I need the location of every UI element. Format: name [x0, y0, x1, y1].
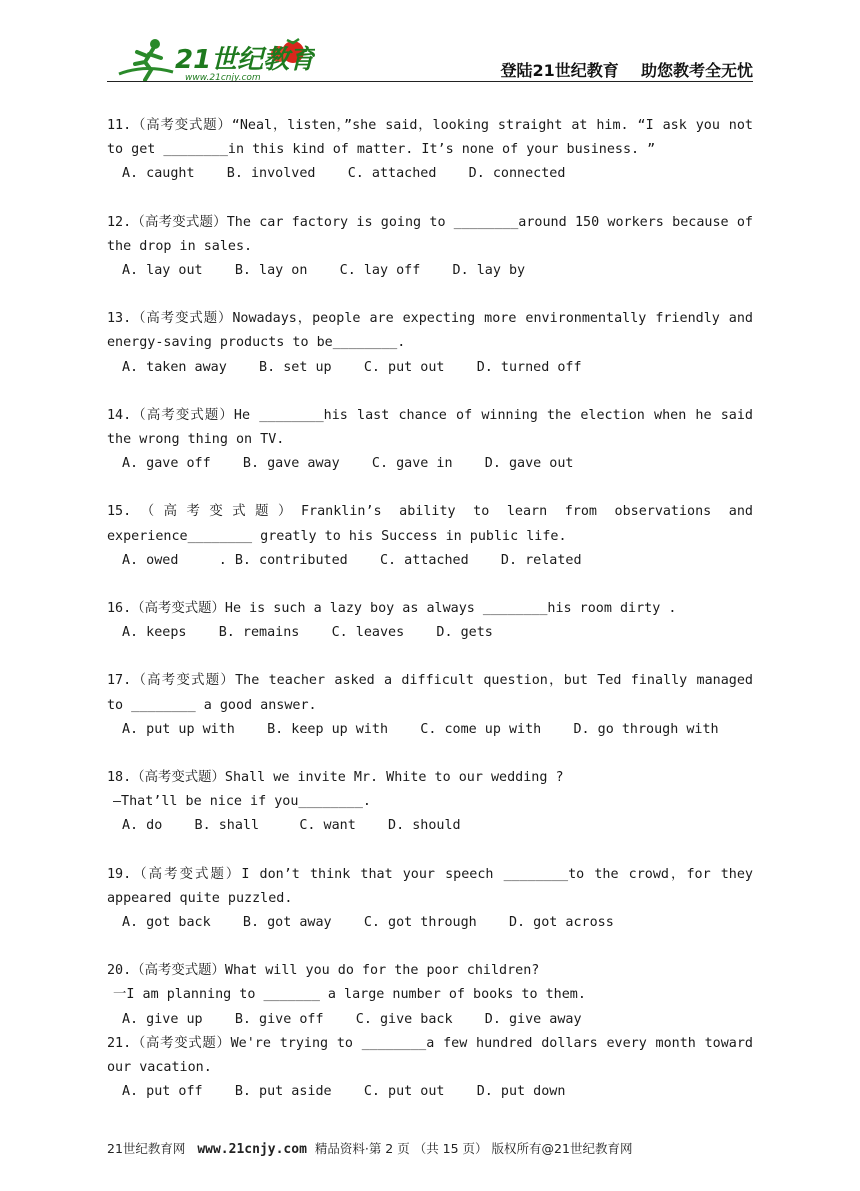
question-20 — [107, 959, 753, 1032]
logo — [115, 34, 315, 82]
question-options: A. give up B. give off C. give back D. give away — [122, 1011, 582, 1027]
question-reply: —That’ll be nice if you________. — [113, 794, 371, 810]
footer-right: 精品资料·第 2 页 （共 15 页） 版权所有@21世纪教育网 — [314, 1141, 633, 1156]
question-options: A. owed . B. contributed C. attached D. related — [122, 552, 582, 568]
question-stem: 18.（高考变式题）Shall we invite Mr. White to our wedding ? — [107, 770, 564, 786]
question-options: A. put off B. put aside C. put out D. put down — [122, 1084, 566, 1100]
question-stem: 17.（高考变式题）The teacher asked a difficult question，but Ted finally managed to ________ a good answer. — [107, 673, 753, 713]
question-stem: 16.（高考变式题）He is such a lazy boy as always ________his room dirty . — [107, 601, 677, 617]
question-list — [107, 114, 753, 1129]
question-stem: 14.（高考变式题）He ________his last chance of winning the election when he said the wrong thing on TV. — [107, 407, 753, 448]
question-stem: 12.（高考变式题）The car factory is going to ________around 150 workers because of the drop in sales. — [107, 214, 753, 254]
question-16 — [107, 597, 753, 645]
question-stem: 20.（高考变式题）What will you do for the poor children? — [107, 963, 540, 979]
logo-text: 21世纪教育 — [175, 45, 315, 75]
question-options: A. do B. shall C. want D. should — [122, 818, 461, 834]
question-13 — [107, 307, 753, 380]
question-18 — [107, 766, 753, 839]
question-stem: 19.（高考变式题）I don’t think that your speech ________to the crowd，for they appeared quite puzzled. — [107, 866, 753, 906]
question-stem: 15.（高考变式题）Franklin’s ability to learn from observations and experience________ greatly to his Success in public life. — [107, 504, 753, 544]
question-options: A. gave off B. gave away C. gave in D. gave out — [122, 456, 574, 472]
question-17 — [107, 669, 753, 742]
question-options: A. put up with B. keep up with C. come up with D. go through with — [122, 721, 719, 737]
header-divider — [107, 81, 753, 82]
question-21 — [107, 1032, 753, 1105]
question-11 — [107, 114, 753, 187]
question-19 — [107, 863, 753, 936]
question-stem: 21.（高考变式题）We're trying to ________a few hundred dollars every month toward our vacation. — [107, 1035, 753, 1076]
question-reply: 一I am planning to _______ a large number of books to them. — [113, 987, 586, 1003]
question-14 — [107, 404, 753, 477]
question-stem: 13.（高考变式题）Nowadays，people are expecting more environmentally friendly and energy-saving products to be________. — [107, 311, 753, 351]
question-options: A. got back B. got away C. got through D. got across — [122, 915, 614, 931]
page-header — [107, 28, 753, 82]
question-stem: 11.（高考变式题）“Neal，listen，”she said，looking straight at him. “I ask you not to get ________in this kind of matter. It’s none of your business. ” — [107, 118, 753, 158]
footer-left: 21世纪教育网 — [107, 1141, 186, 1156]
question-15 — [107, 500, 753, 573]
question-options: A. caught B. involved C. attached D. connected — [122, 166, 566, 182]
question-options: A. taken away B. set up C. put out D. turned off — [122, 359, 582, 375]
header-slogan: 登陆21世纪教育 助您教考全无忧 — [500, 61, 753, 80]
footer-site-link[interactable]: www.21cnjy.com — [197, 1142, 307, 1157]
page-footer — [107, 1139, 753, 1157]
logo-url: www.21cnjy.com — [185, 73, 261, 82]
runner-icon — [119, 39, 173, 80]
question-options: A. keeps B. remains C. leaves D. gets — [122, 625, 493, 641]
question-options: A. lay out B. lay on C. lay off D. lay by — [122, 263, 526, 279]
question-12 — [107, 211, 753, 284]
